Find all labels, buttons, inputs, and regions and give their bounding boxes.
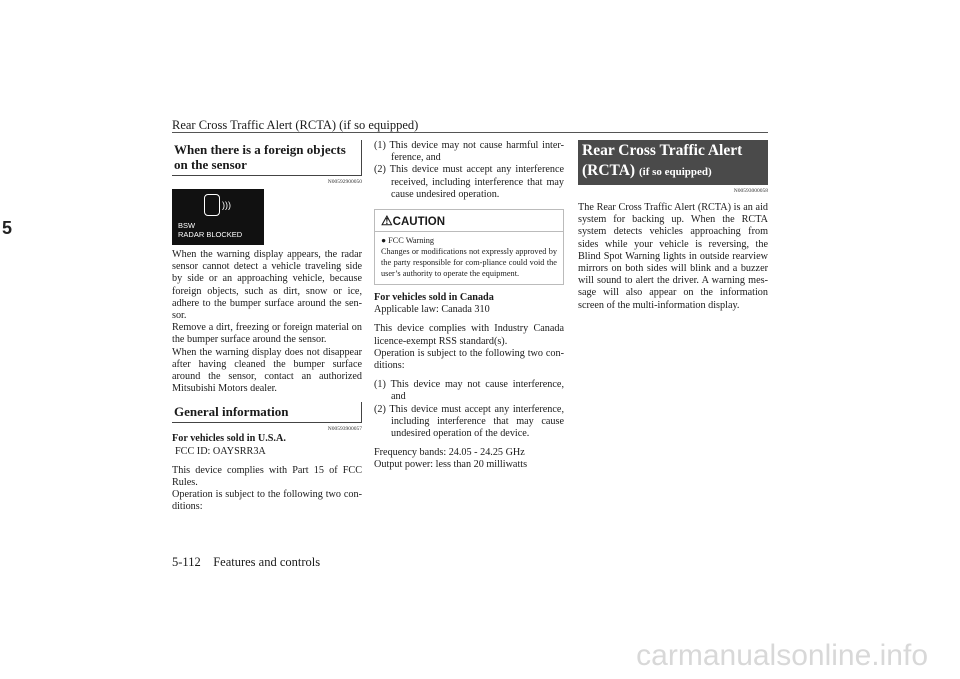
canada-title: For vehicles sold in Canada — [374, 292, 494, 304]
frequency-bands: Frequency bands: 24.05 - 24.25 GHz — [374, 447, 525, 459]
section-code: N00593000058 — [733, 188, 768, 194]
section-heading-rcta: Rear Cross Traffic Alert (RCTA) (if so equipped) — [578, 140, 768, 185]
list-item: (1) This device may not cause harmful inter-ference, and — [374, 140, 564, 164]
paragraph: When the warning display appears, the radar sensor cannot detect a vehicle traveling side by side or an approaching vehicle, because foreign objects, such as dirt, snow or ice, adhere to the bumper surface around the sen-sor. — [172, 249, 362, 322]
car-icon — [204, 194, 220, 216]
warning-display-text: BSW RADAR BLOCKED — [178, 221, 243, 239]
warning-display-image — [172, 189, 264, 245]
section-code: N00592900050 — [327, 179, 362, 185]
paragraph: Remove a dirt, freezing or foreign material on the bumper surface around the sensor. — [172, 322, 362, 346]
header-rule — [172, 132, 768, 133]
fcc-id: FCC ID: OAYSRR3A — [175, 445, 266, 457]
caution-box — [374, 209, 564, 285]
paragraph: Operation is subject to the following two con-ditions: — [172, 489, 362, 513]
paragraph: This device complies with Industry Canada licence-exempt RSS standard(s). — [374, 323, 564, 347]
section-heading-foreign-objects: When there is a foreign objects on the sensor — [172, 140, 362, 176]
caution-title: ⚠CAUTION — [381, 213, 446, 229]
canada-law: Applicable law: Canada 310 — [374, 304, 490, 316]
paragraph: The Rear Cross Traffic Alert (RCTA) is an aid system for backing up. When the RCTA system detects vehicles approaching from sides while your vehicle is reversing, the Blind Spot Warning lights in outside rearview mirrors on both sides will blink and a buzzer will sound to alert the driver. A warning mes-sage will also appear on the information screen of the multi-information display. — [578, 202, 768, 311]
page-footer: 5-112 Features and controls — [172, 555, 321, 569]
bullet-icon: ● — [381, 236, 387, 246]
caution-text: Changes or modifications not expressly approved by the party responsible for com-pliance could void the user’s authority to operate the equipment. — [381, 247, 557, 279]
column-1 — [172, 140, 362, 514]
caution-item-title: FCC Warning — [388, 236, 435, 246]
paragraph: When the warning display does not disappear after having cleaned the bumper surface around the sensor, contact an authorized Mitsubishi Motors dealer. — [172, 346, 362, 395]
column-2 — [374, 140, 564, 472]
usa-title: For vehicles sold in U.S.A. — [172, 433, 286, 445]
list-item: (2) This device must accept any interference received, including interference that may cause undesired operation. — [374, 164, 564, 200]
section-heading-general-information: General information — [172, 402, 362, 423]
warning-triangle-icon: ⚠ — [381, 213, 393, 229]
output-power: Output power: less than 20 milliwatts — [374, 459, 528, 471]
section-code: N00593900057 — [327, 426, 362, 433]
list-item: (1) This device may not cause interference, and — [374, 379, 564, 403]
radar-waves-icon: ))) — [222, 200, 231, 210]
page-header-title: Rear Cross Traffic Alert (RCTA) (if so equipped) — [172, 118, 419, 132]
column-3 — [578, 140, 768, 312]
chapter-number: 5 — [2, 218, 13, 238]
paragraph: Operation is subject to the following two con-ditions: — [374, 347, 564, 372]
paragraph: This device complies with Part 15 of FCC Rules. — [172, 464, 362, 489]
watermark-logo: carmanualsonline.info — [636, 639, 928, 672]
caution-body — [381, 235, 557, 279]
list-item: (2) This device must accept any interference, including interference that may cause undesired operation of the device. — [374, 403, 564, 440]
